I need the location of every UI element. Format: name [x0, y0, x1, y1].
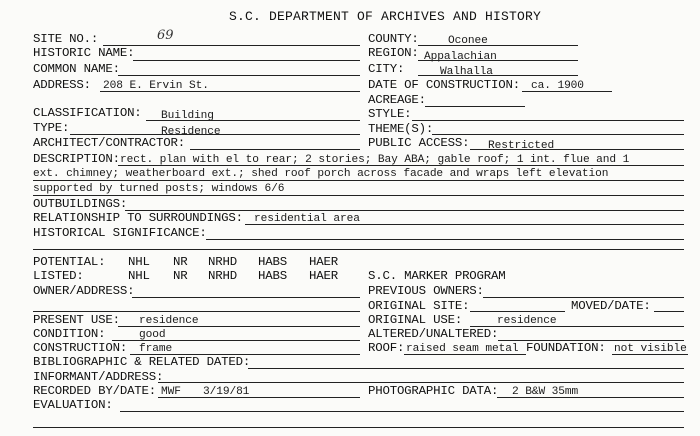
potential-habs: HABS [258, 255, 287, 269]
site-no-value: 69 [157, 28, 174, 43]
architect-line [190, 149, 360, 150]
historical-significance-line [206, 239, 684, 240]
architect-label: ARCHITECT/CONTRACTOR: [33, 136, 185, 150]
county-value: Oconee [448, 35, 488, 47]
description-rule-3 [33, 195, 684, 196]
city-label: CITY: [368, 62, 405, 76]
historic-name-label: HISTORIC NAME: [33, 46, 135, 60]
recorded-by-value: MWF [161, 386, 181, 398]
owner-address-line [132, 297, 360, 298]
address-line [100, 91, 360, 92]
address-value: 208 E. Ervin St. [103, 80, 209, 92]
recorded-by-line [158, 397, 360, 398]
previous-owners-label: PREVIOUS OWNERS: [368, 284, 484, 298]
date-of-construction-value: ca. 1900 [531, 80, 584, 92]
original-use-value: residence [497, 315, 557, 327]
public-access-value: Restricted [488, 140, 555, 152]
foundation-line [612, 354, 688, 355]
moved-date-label: MOVED/DATE: [571, 299, 651, 313]
style-line [412, 120, 684, 121]
potential-haer: HAER [309, 255, 338, 269]
city-line [418, 75, 578, 76]
potential-nrhd: NRHD [208, 255, 237, 269]
type-value: Residence [161, 126, 221, 138]
recorded-date-value: 3/19/81 [203, 386, 250, 398]
recorded-by-label: RECORDED BY/DATE: [33, 384, 157, 398]
roof-label: ROOF: [368, 341, 405, 355]
common-name-line [118, 75, 360, 76]
description-label: DESCRIPTION: [33, 152, 120, 166]
region-line [418, 60, 578, 61]
region-value: Appalachian [424, 51, 497, 63]
historical-significance-blank-line [33, 249, 684, 250]
photographic-data-value: 2 B&W 35mm [512, 386, 579, 398]
altered-label: ALTERED/UNALTERED: [368, 327, 499, 341]
roof-value: raised seam metal [406, 343, 519, 355]
listed-habs: HABS [258, 269, 287, 283]
classification-label: CLASSIFICATION: [33, 106, 142, 120]
bibliographic-label: BIBLIOGRAPHIC & RELATED DATED: [33, 355, 251, 369]
construction-label: CONSTRUCTION: [33, 341, 128, 355]
region-label: REGION: [368, 46, 419, 60]
original-site-line [470, 311, 565, 312]
historical-significance-label: HISTORICAL SIGNIFICANCE: [33, 226, 207, 240]
evaluation-line [120, 411, 684, 412]
themes-label: THEME(S): [368, 122, 434, 136]
themes-line [432, 134, 684, 135]
condition-label: CONDITION: [33, 327, 106, 341]
bibliographic-line [248, 368, 684, 369]
type-line [70, 134, 360, 135]
present-use-label: PRESENT USE: [33, 313, 120, 327]
listed-nhl: NHL [128, 269, 150, 283]
potential-nhl: NHL [128, 255, 150, 269]
acreage-line [425, 106, 525, 107]
relationship-value: residential area [254, 213, 360, 225]
public-access-label: PUBLIC ACCESS: [368, 136, 470, 150]
owner-address-label: OWNER/ADDRESS: [33, 284, 135, 298]
historic-name-line [133, 60, 360, 61]
informant-label: INFORMANT/ADDRESS: [33, 370, 164, 384]
listed-nrhd: NRHD [208, 269, 237, 283]
listed-haer: HAER [309, 269, 338, 283]
foundation-label: FOUNDATION: [526, 341, 606, 355]
condition-value: good [139, 329, 166, 341]
roof-line [404, 354, 526, 355]
photographic-data-line [497, 397, 684, 398]
photographic-data-label: PHOTOGRAPHIC DATA: [368, 384, 499, 398]
previous-owners-line [483, 297, 684, 298]
potential-label: POTENTIAL: [33, 255, 106, 269]
public-access-line [470, 149, 684, 150]
relationship-line [245, 224, 684, 225]
style-label: STYLE: [368, 107, 412, 121]
listed-nr: NR [173, 269, 188, 283]
listed-label: LISTED: [33, 269, 84, 283]
classification-line [146, 120, 360, 121]
site-no-line [103, 45, 360, 46]
description-line-2: ext. chimney; weatherboard ext.; shed roof porch across facade and wraps left elevation [33, 168, 609, 180]
condition-line [112, 340, 360, 341]
common-name-label: COMMON NAME: [33, 62, 120, 76]
owner-address-blank-line [33, 311, 360, 312]
moved-date-line [654, 311, 684, 312]
informant-line [158, 382, 684, 383]
date-of-construction-line [522, 91, 612, 92]
outbuildings-label: OUTBUILDINGS: [33, 197, 128, 211]
foundation-value: not visible [614, 343, 687, 355]
type-label: TYPE: [33, 121, 70, 135]
present-use-value: residence [139, 315, 199, 327]
relationship-label: RELATIONSHIP TO SURROUNDINGS: [33, 211, 243, 225]
county-label: COUNTY: [368, 32, 419, 46]
city-value: Walhalla [440, 66, 493, 78]
original-use-line [470, 326, 684, 327]
site-no-label: SITE NO.: [33, 32, 99, 46]
classification-value: Building [161, 110, 214, 122]
original-site-label: ORIGINAL SITE: [368, 299, 470, 313]
description-rule-1 [118, 165, 684, 166]
present-use-line [118, 326, 360, 327]
evaluation-blank-line [33, 427, 684, 428]
address-label: ADDRESS: [33, 78, 91, 92]
acreage-label: ACREAGE: [368, 93, 426, 107]
potential-nr: NR [173, 255, 188, 269]
original-use-label: ORIGINAL USE: [368, 313, 463, 327]
description-rule-2 [33, 180, 684, 181]
evaluation-label: EVALUATION: [33, 398, 113, 412]
description-line-1: rect. plan with el to rear; 2 stories; Bay ABA; gable roof; 1 int. flue and 1 [120, 154, 630, 166]
form-title: S.C. DEPARTMENT OF ARCHIVES AND HISTORY [229, 9, 542, 24]
construction-value: frame [139, 343, 173, 355]
description-line-3: supported by turned posts; windows 6/6 [33, 183, 285, 195]
date-of-construction-label: DATE OF CONSTRUCTION: [368, 78, 520, 92]
county-line [418, 45, 578, 46]
marker-program-label: S.C. MARKER PROGRAM [368, 269, 506, 283]
